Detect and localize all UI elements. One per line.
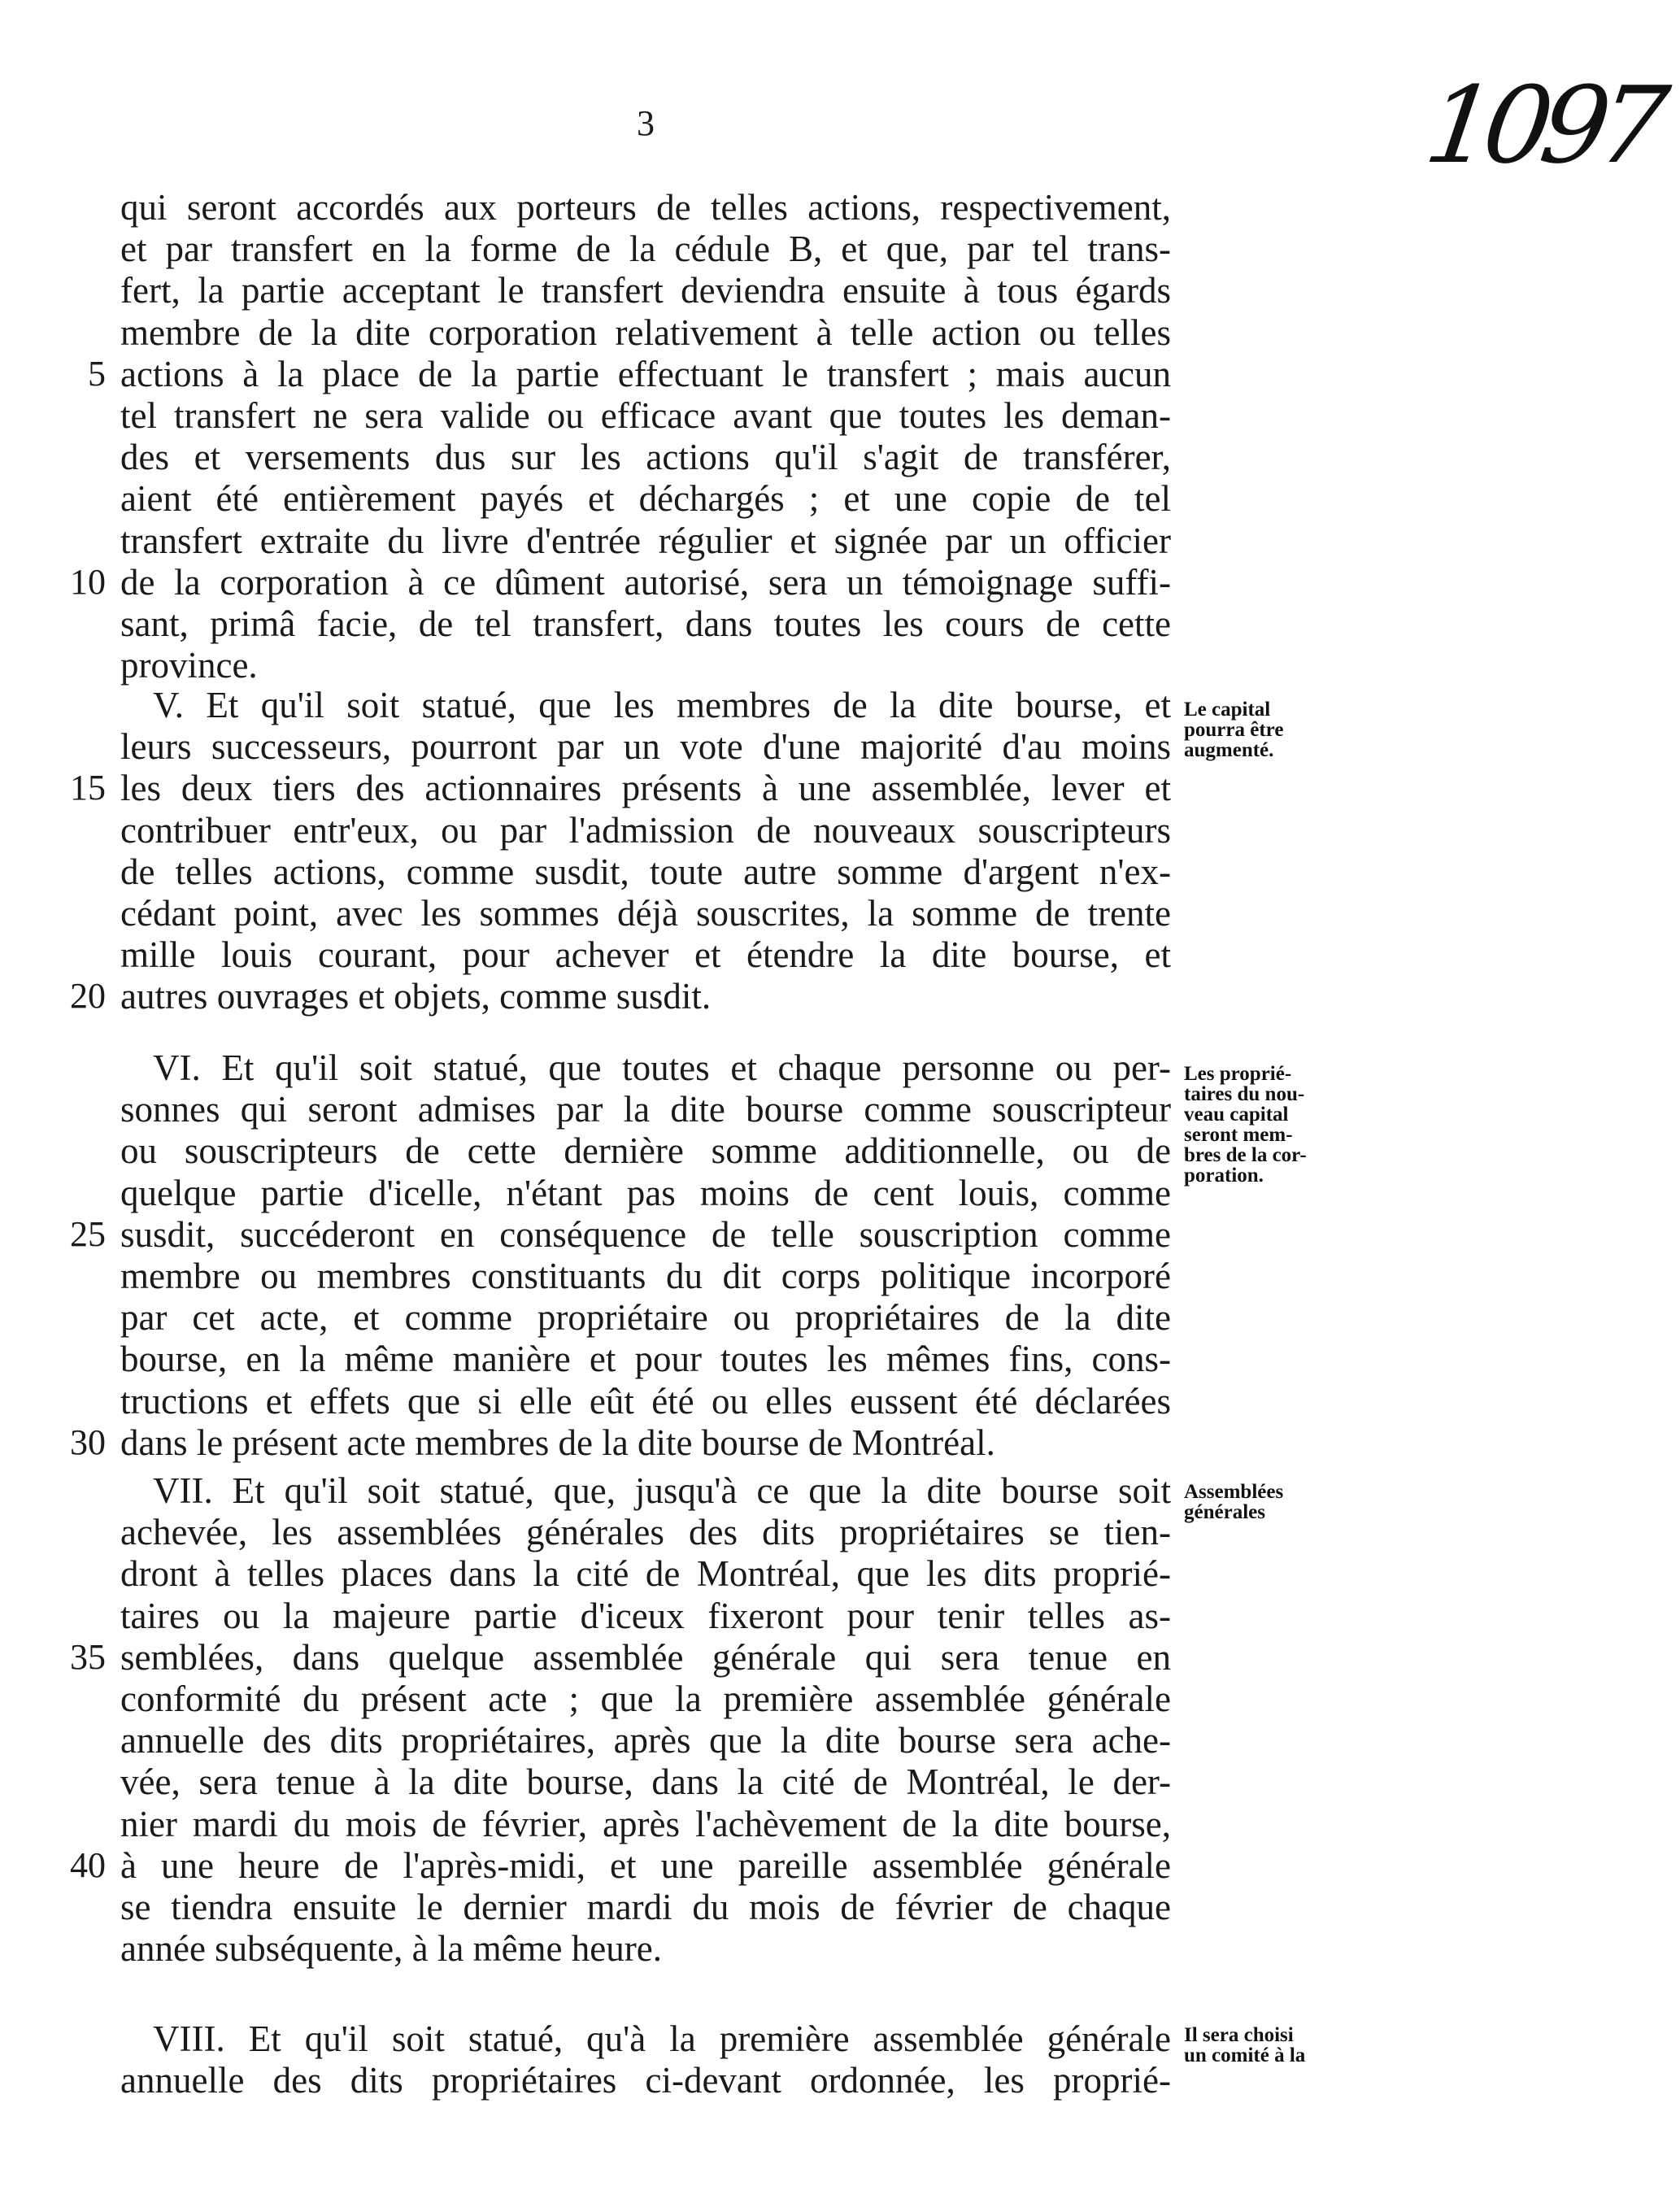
text-line: cédant point, avec les sommes déjà souscrites, la somme de trente bbox=[120, 893, 1171, 934]
margin-note-line: bres de la cor- bbox=[1184, 1144, 1307, 1166]
text-line: tructions et effets que si elle eût été ou elles eussent été déclarées bbox=[120, 1381, 1171, 1422]
handwritten-folio: 1097 bbox=[1418, 63, 1666, 187]
text-line: année subséquente, à la même heure. bbox=[120, 1928, 662, 1969]
line-number: 5 bbox=[88, 354, 106, 394]
margin-note-line: augmenté. bbox=[1184, 739, 1274, 761]
text-line: actions à la place de la partie effectuant le transfert ; mais aucun bbox=[120, 354, 1171, 394]
margin-note bbox=[1184, 1482, 1347, 1522]
text-line: de telles actions, comme susdit, toute autre somme d'argent n'ex- bbox=[120, 851, 1171, 892]
text-line: fert, la partie acceptant le transfert deviendra ensuite à tous égards bbox=[120, 270, 1171, 311]
text-line: taires ou la majeure partie d'iceux fixeront pour tenir telles as- bbox=[120, 1596, 1171, 1636]
text-line: achevée, les assemblées générales des dits propriétaires se tien- bbox=[120, 1512, 1171, 1552]
line-number: 10 bbox=[70, 562, 106, 602]
text-line: tel transfert ne sera valide ou efficace avant que toutes les deman- bbox=[120, 395, 1171, 436]
line-number: 15 bbox=[70, 768, 106, 808]
text-line: des et versements dus sur les actions qu'il s'agit de transférer, bbox=[120, 437, 1171, 477]
text-line: semblées, dans quelque assemblée générale qui sera tenue en bbox=[120, 1637, 1171, 1678]
text-line: VI. Et qu'il soit statué, que toutes et chaque personne ou per- bbox=[153, 1047, 1171, 1088]
text-line: membre ou membres constituants du dit corps politique incorporé bbox=[120, 1256, 1171, 1296]
line-number: 35 bbox=[70, 1637, 106, 1677]
margin-note-line: seront mem- bbox=[1184, 1124, 1293, 1146]
margin-note-line: générales bbox=[1184, 1501, 1265, 1523]
margin-note-line: Assemblées bbox=[1184, 1481, 1284, 1503]
text-line: conformité du présent acte ; que la première assemblée générale bbox=[120, 1679, 1171, 1719]
text-line: autres ouvrages et objets, comme susdit. bbox=[120, 976, 712, 1017]
margin-note-line: veau capital bbox=[1184, 1104, 1289, 1126]
text-line: contribuer entr'eux, ou par l'admission de nouveaux souscripteurs bbox=[120, 810, 1171, 851]
margin-note-line: Il sera choisi bbox=[1184, 2024, 1294, 2046]
text-line: par cet acte, et comme propriétaire ou propriétaires de la dite bbox=[120, 1297, 1171, 1338]
text-line: qui seront accordés aux porteurs de telles actions, respectivement, bbox=[120, 187, 1171, 228]
text-line: se tiendra ensuite le dernier mardi du mois de février de chaque bbox=[120, 1887, 1171, 1927]
text-line: transfert extraite du livre d'entrée régulier et signée par un officier bbox=[120, 520, 1171, 561]
text-line: sant, primâ facie, de tel transfert, dans toutes les cours de cette bbox=[120, 603, 1171, 644]
text-line: sonnes qui seront admises par la dite bourse comme souscripteur bbox=[120, 1089, 1171, 1130]
text-line: les deux tiers des actionnaires présents à une assemblée, lever et bbox=[120, 768, 1171, 808]
text-line: dront à telles places dans la cité de Montréal, que les dits proprié- bbox=[120, 1553, 1171, 1594]
text-line: annuelle des dits propriétaires, après que la dite bourse sera ache- bbox=[120, 1720, 1171, 1761]
margin-note-line: taires du nou- bbox=[1184, 1083, 1305, 1105]
text-line: dans le présent acte membres de la dite bourse de Montréal. bbox=[120, 1422, 995, 1463]
line-number: 25 bbox=[70, 1214, 106, 1254]
line-number: 20 bbox=[70, 976, 106, 1016]
text-line: aient été entièrement payés et déchargés ; et une copie de tel bbox=[120, 478, 1171, 519]
text-line: nier mardi du mois de février, après l'achèvement de la dite bourse, bbox=[120, 1804, 1171, 1844]
margin-note-line: Le capital bbox=[1184, 699, 1271, 721]
text-line: annuelle des dits propriétaires ci-devant ordonnée, les proprié- bbox=[120, 2060, 1171, 2101]
margin-note-line: un comité à la bbox=[1184, 2044, 1306, 2066]
text-line: province. bbox=[120, 645, 258, 686]
text-line: à une heure de l'après-midi, et une pareille assemblée générale bbox=[120, 1845, 1171, 1886]
text-line: vée, sera tenue à la dite bourse, dans la cité de Montréal, le der- bbox=[120, 1761, 1171, 1802]
text-line: membre de la dite corporation relativement à telle action ou telles bbox=[120, 312, 1171, 353]
margin-note-line: pourra être bbox=[1184, 719, 1284, 741]
line-number: 40 bbox=[70, 1845, 106, 1885]
text-line: susdit, succéderont en conséquence de telle souscription comme bbox=[120, 1214, 1171, 1255]
text-line: VIII. Et qu'il soit statué, qu'à la première assemblée générale bbox=[153, 2018, 1171, 2059]
text-line: leurs successeurs, pourront par un vote d'une majorité d'au moins bbox=[120, 726, 1171, 767]
page-number: 3 bbox=[637, 103, 655, 143]
margin-note-line: poration. bbox=[1184, 1165, 1264, 1187]
text-line: et par transfert en la forme de la cédule B, et que, par tel trans- bbox=[120, 229, 1171, 269]
margin-note bbox=[1184, 1064, 1347, 1186]
text-line: de la corporation à ce dûment autorisé, sera un témoignage suffi- bbox=[120, 562, 1171, 603]
text-line: ou souscripteurs de cette dernière somme additionnelle, ou de bbox=[120, 1130, 1171, 1171]
text-line: V. Et qu'il soit statué, que les membres de la dite bourse, et bbox=[153, 685, 1171, 725]
margin-note-line: Les proprié- bbox=[1184, 1063, 1292, 1085]
line-number: 30 bbox=[70, 1422, 106, 1462]
text-line: VII. Et qu'il soit statué, que, jusqu'à ce que la dite bourse soit bbox=[153, 1470, 1171, 1511]
text-line: mille louis courant, pour achever et étendre la dite bourse, et bbox=[120, 934, 1171, 975]
margin-note bbox=[1184, 699, 1347, 760]
text-line: bourse, en la même manière et pour toutes les mêmes fins, cons- bbox=[120, 1339, 1171, 1379]
text-line: quelque partie d'icelle, n'étant pas moins de cent louis, comme bbox=[120, 1173, 1171, 1213]
margin-note bbox=[1184, 2025, 1347, 2066]
